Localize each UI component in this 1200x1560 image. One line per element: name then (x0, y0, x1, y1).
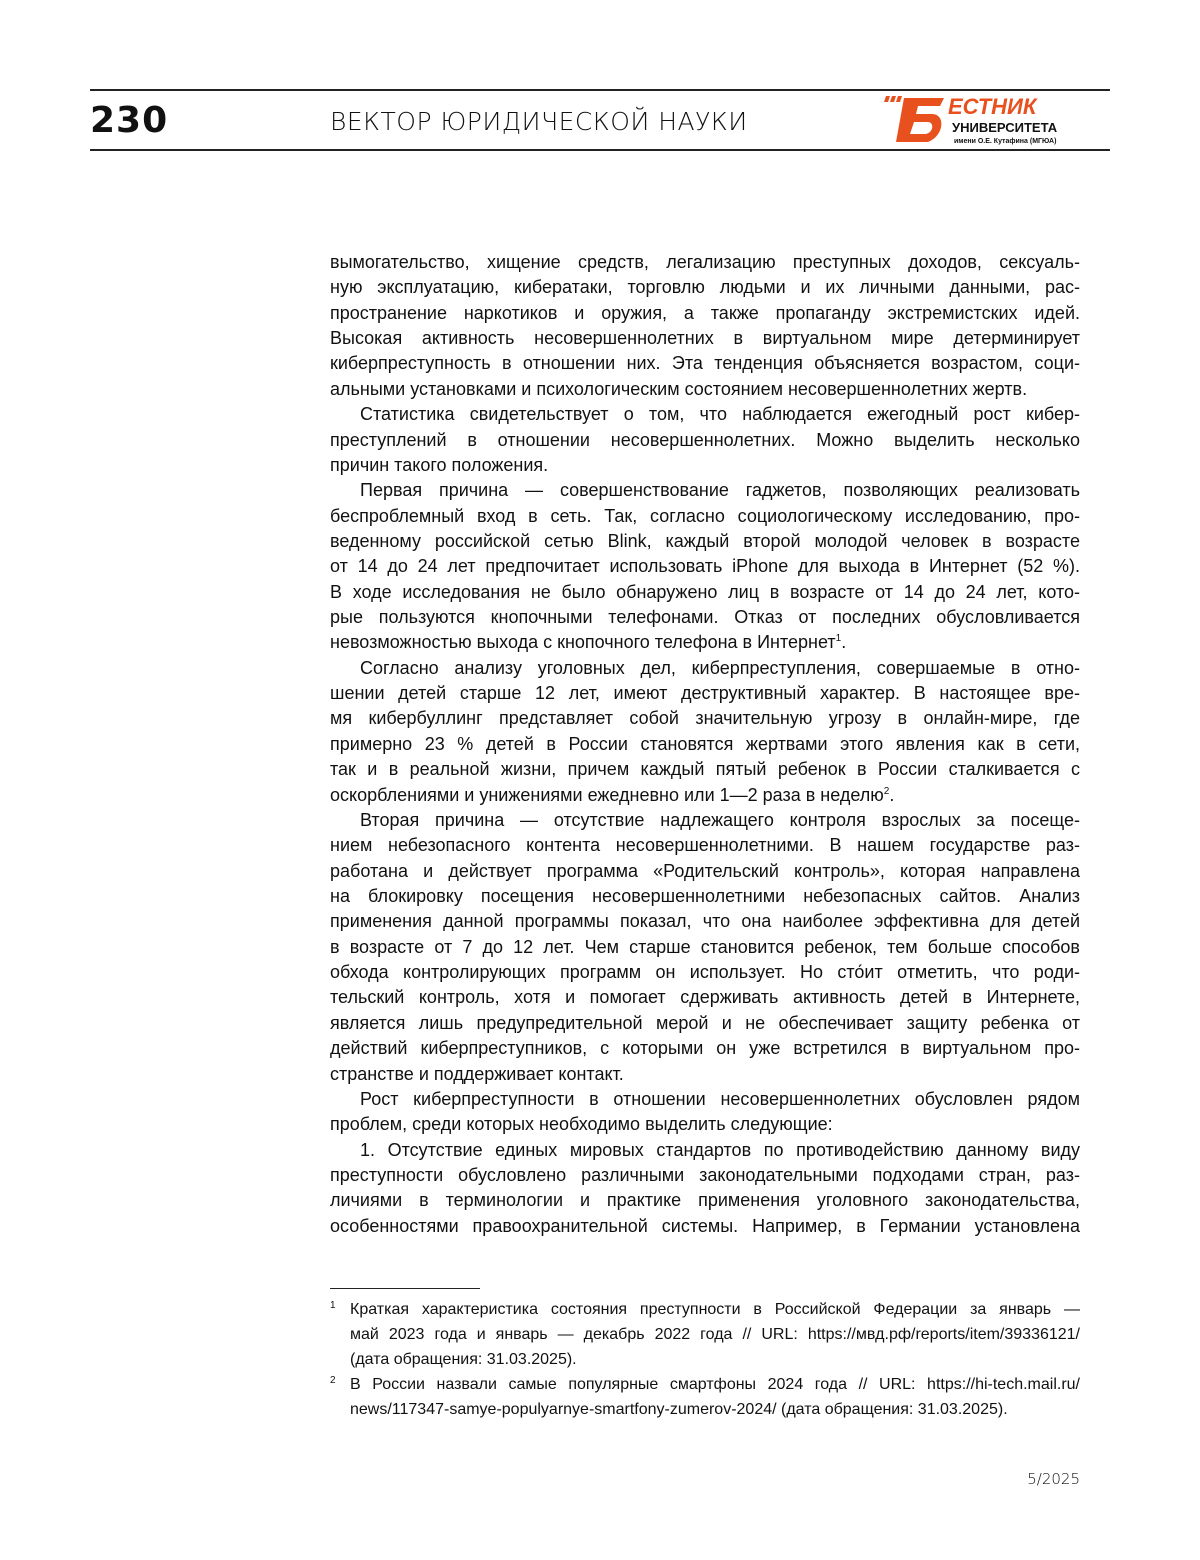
text-segment: . (841, 632, 847, 653)
text-line: альными установками и психологическим состоянием несовершеннолетних жертв. (330, 378, 1028, 399)
text-line: нием небезопасного контента несовершеннолетними. В нашем государстве раз- (330, 835, 1080, 856)
footnote-number: 1 (330, 1300, 336, 1311)
text-line: личиями в терминологии и практике применения уголовного законодательства, (330, 1190, 1080, 1211)
footnote-line: news/117347-samye-populyarnye-smartfony-zumerov-2024/ (дата обращения: 31.03.2025). (350, 1401, 1008, 1418)
text-segment: оскорблениями и унижениями ежедневно или 1—2 раза в неделю (330, 784, 884, 805)
text-line (330, 783, 1080, 808)
text-line: причин такого положения. (330, 454, 549, 475)
paragraph (330, 1087, 1080, 1138)
text-segment: . (889, 784, 895, 805)
footnote-separator (330, 1288, 480, 1289)
text-line: действий киберпреступников, с которыми он уже встретился в виртуальном про- (330, 1038, 1080, 1059)
footnote-line: Краткая характеристика состояния преступности в Российской Федерации за январь — (350, 1301, 1080, 1318)
header-top-rule (90, 89, 1110, 91)
text-line: примерно 23 % детей в России становятся жертвами этого явления как в сети, (330, 733, 1080, 754)
paragraph (330, 478, 1080, 656)
article-body (330, 250, 1080, 1239)
header-bottom-rule (90, 149, 1110, 151)
text-line: мя кибербуллинг представляет собой значительную угрозу в онлайн-мире, где (330, 708, 1080, 729)
text-line: особенностями правоохранительной системы. Например, в Германии установлена (330, 1215, 1080, 1236)
text-line: от 14 до 24 лет предпочитает использовать iPhone для выхода в Интернет (52 %). (330, 556, 1080, 577)
text-line: вымогательство, хищение средств, легализацию преступных доходов, сексуаль- (330, 252, 1080, 272)
footnote-reference[interactable]: 2 (883, 785, 890, 797)
journal-logo (882, 92, 1082, 148)
footnote (330, 1372, 1080, 1422)
text-line (330, 630, 1080, 655)
text-segment: невозможностью выхода с кнопочного телефона в Интернет (330, 632, 836, 653)
text-line: шении детей старше 12 лет, имеют деструктивный характер. В настоящее вре- (330, 683, 1080, 704)
footnote-number: 2 (330, 1375, 336, 1386)
text-line: Вторая причина — отсутствие надлежащего контроля взрослых за посеще- (360, 809, 1080, 830)
footnotes (330, 1297, 1080, 1422)
footnote-reference[interactable]: 1 (835, 633, 842, 645)
text-line: беспроблемный вход в сеть. Так, согласно социологическому исследованию, про- (330, 505, 1080, 526)
text-line: на блокировку посещения несовершеннолетними небезопасных сайтов. Анализ (330, 885, 1080, 906)
text-line: Рост киберпреступности в отношении несовершеннолетних обусловлен рядом (360, 1088, 1080, 1109)
text-line: веденному российской сетью Blink, каждый второй молодой человек в возрасте (330, 530, 1080, 551)
text-line: ную эксплуатацию, кибератаки, торговлю людьми и их личными данными, рас- (330, 277, 1080, 298)
page-number: 230 (90, 100, 169, 141)
footnote (330, 1297, 1080, 1372)
text-line: является лишь предупредительной мерой и не обеспечивает защиту ребенка от (330, 1012, 1080, 1033)
text-line: преступлений в отношении несовершеннолетних. Можно выделить несколько (330, 429, 1080, 450)
logo-title: ЕСТНИК (948, 94, 1037, 119)
text-line: так и в реальной жизни, причем каждый пятый ребенок в России сталкивается с (330, 759, 1080, 780)
text-line: проблем, среди которых необходимо выделить следующие: (330, 1114, 833, 1135)
footnote-line: (дата обращения: 31.03.2025). (350, 1351, 577, 1368)
footnote-line: В России назвали самые популярные смартфоны 2024 года // URL: https://hi-tech.mail.ru/ (350, 1376, 1080, 1393)
text-line: В ходе исследования не было обнаружено лиц в возрасте от 14 до 24 лет, кото- (330, 581, 1080, 602)
logo-subtitle: УНИВЕРСИТЕТА (952, 120, 1058, 135)
text-line: тельский контроль, хотя и помогает сдерживать активность детей в Интернете, (330, 987, 1080, 1008)
text-line: Статистика свидетельствует о том, что наблюдается ежегодный рост кибер- (360, 404, 1080, 425)
text-line: рые пользуются кнопочными телефонами. Отказ от последних обусловливается (330, 607, 1080, 628)
text-line: работана и действует программа «Родительский контроль», которая направлена (330, 860, 1080, 881)
text-line: Первая причина — совершенствование гаджетов, позволяющих реализовать (360, 480, 1080, 501)
paragraph (330, 656, 1080, 808)
text-line: Высокая активность несовершеннолетних в виртуальном мире детерминирует (330, 328, 1080, 349)
issue-number: 5/2025 (1027, 1470, 1080, 1488)
text-line: Согласно анализу уголовных дел, киберпреступления, совершаемые в отно- (360, 657, 1080, 678)
paragraph (330, 1138, 1080, 1239)
text-line: киберпреступность в отношении них. Эта тенденция объясняется возрастом, соци- (330, 353, 1080, 374)
paragraph (330, 250, 1080, 402)
footnote-line: май 2023 года и январь — декабрь 2022 года // URL: https://мвд.рф/reports/item/39336121/ (350, 1326, 1080, 1343)
text-line: 1. Отсутствие единых мировых стандартов по противодействию данному виду (360, 1139, 1080, 1160)
paragraph (330, 808, 1080, 1087)
text-line: странстве и поддерживает контакт. (330, 1063, 624, 1084)
text-line: применения данной программы показал, что она наиболее эффективна для детей (330, 911, 1080, 932)
journal-section-title: ВЕКТОР ЮРИДИЧЕСКОЙ НАУКИ (330, 107, 748, 136)
text-line: в возрасте от 7 до 12 лет. Чем старше становится ребенок, тем больше способов (330, 936, 1080, 957)
paragraph (330, 402, 1080, 478)
logo-caption: имени О.Е. Кутафина (МГЮА) (954, 138, 1057, 145)
text-line: обхода контролирующих программ он использует. Но сто́ит отметить, что роди- (330, 962, 1080, 983)
text-line: преступности обусловлено различными законодательными подходами стран, раз- (330, 1164, 1080, 1185)
text-line: пространение наркотиков и оружия, а также пропаганду экстремистских идей. (330, 302, 1080, 323)
